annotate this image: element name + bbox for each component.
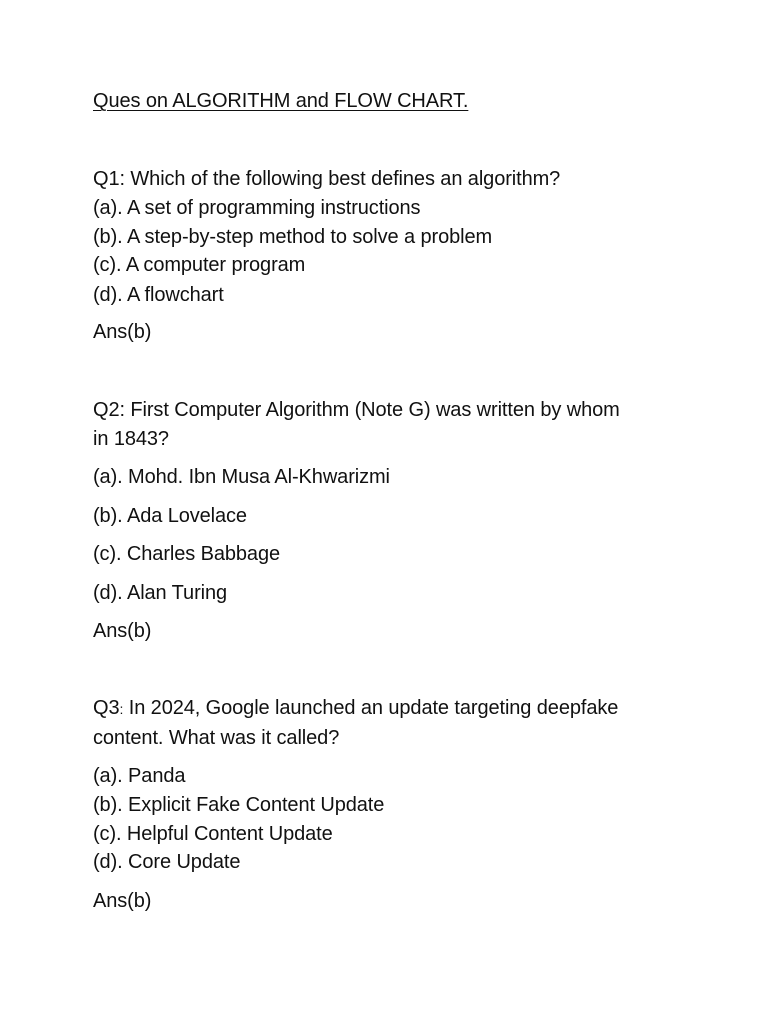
question-1-option-a: (a). A set of programming instructions bbox=[93, 197, 421, 219]
question-1-option-b: (b). A step-by-step method to solve a problem bbox=[93, 226, 493, 248]
question-3-text-line-1 bbox=[93, 696, 618, 721]
question-2-text-line-1: Q2: First Computer Algorithm (Note G) was written by whom bbox=[93, 399, 620, 421]
question-3-option-c: (c). Helpful Content Update bbox=[93, 823, 333, 845]
question-1-option-c: (c). A computer program bbox=[93, 254, 306, 276]
question-1-answer: Ans(b) bbox=[93, 321, 152, 343]
question-2-option-a: (a). Mohd. Ibn Musa Al-Khwarizmi bbox=[93, 466, 390, 488]
question-2-option-b: (b). Ada Lovelace bbox=[93, 505, 247, 527]
question-3-option-d: (d). Core Update bbox=[93, 851, 241, 873]
page-title: Ques on ALGORITHM and FLOW CHART. bbox=[93, 90, 469, 112]
question-3-answer: Ans(b) bbox=[93, 890, 152, 912]
question-3-colon: : bbox=[119, 701, 124, 717]
question-1-option-d: (d). A flowchart bbox=[93, 284, 224, 306]
question-2-answer: Ans(b) bbox=[93, 620, 152, 642]
question-3-label: Q3 bbox=[93, 697, 120, 719]
question-2-text-line-2: in 1843? bbox=[93, 428, 169, 450]
question-2-option-c: (c). Charles Babbage bbox=[93, 543, 280, 565]
question-2-option-d: (d). Alan Turing bbox=[93, 582, 228, 604]
question-3-option-a: (a). Panda bbox=[93, 765, 186, 787]
question-3-text-line-2: content. What was it called? bbox=[93, 727, 340, 749]
question-3-text: In 2024, Google launched an update targeting deepfake bbox=[123, 697, 619, 719]
question-3-option-b: (b). Explicit Fake Content Update bbox=[93, 794, 385, 816]
question-1-text: Q1: Which of the following best defines an algorithm? bbox=[93, 168, 561, 190]
